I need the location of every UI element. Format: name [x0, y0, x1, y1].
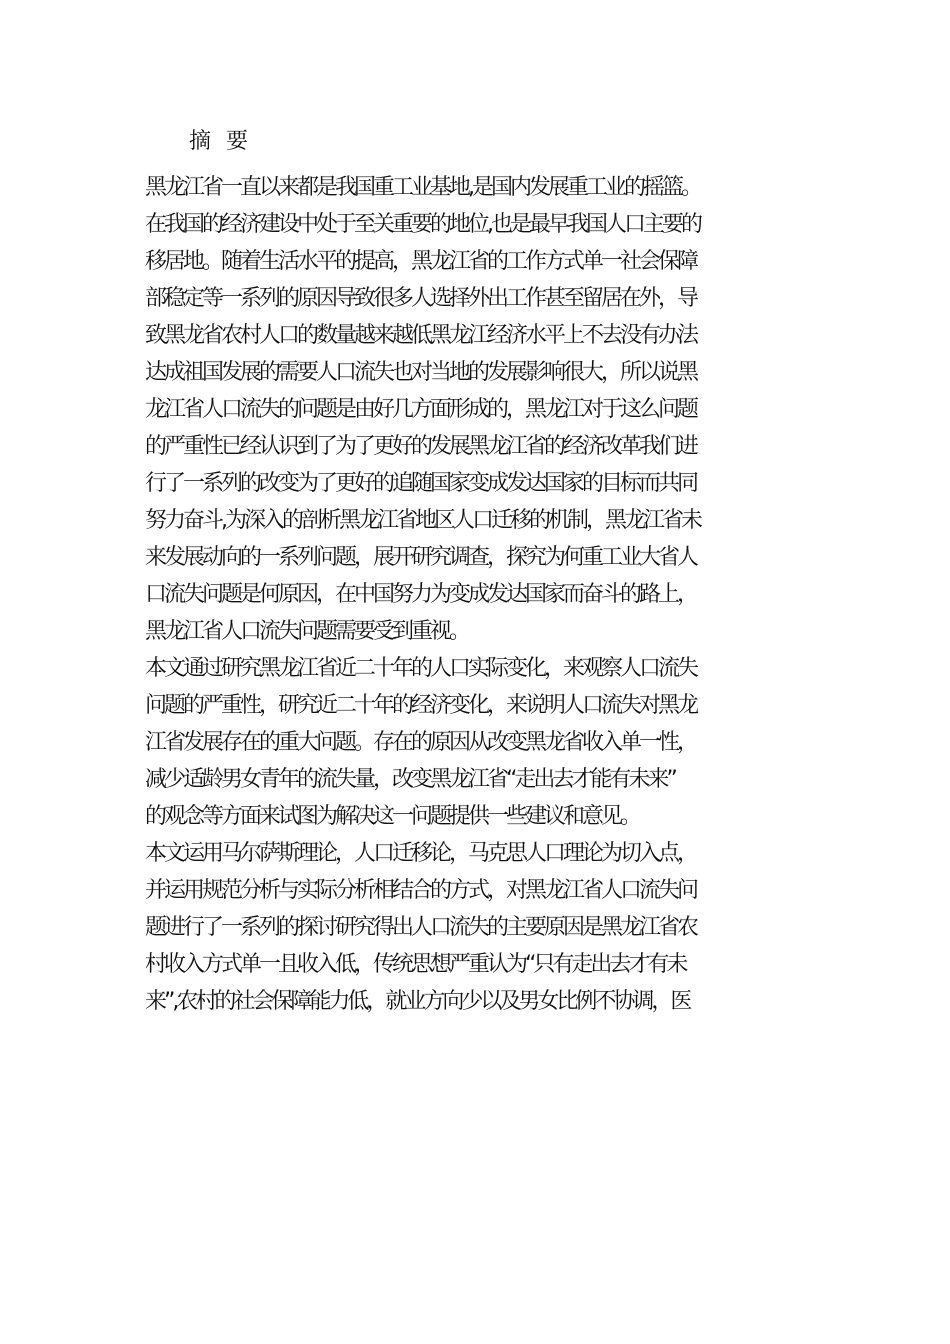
text-line: 江省发展存在的重大问题。存在的原因从改变黑龙省收入单一性，: [145, 730, 697, 755]
text-line: 的观念等方面来试图为解决这一问题提供一些建议和意见。: [145, 804, 640, 829]
text-line: 移居地。随着生活水平的提高，黑龙江省的工作方式单一社会保障: [145, 249, 697, 274]
text-line: 的严重性已经认识到了为了更好的发展黑龙江省的经济改革我们进: [145, 434, 697, 459]
text-line: 在我国的经济建设中处于至关重要的地位,也是最早我国人口主要的: [145, 212, 700, 237]
text-line: 减少适龄男女青年的流失量，改变黑龙江省“走出去才能有未来”: [145, 767, 675, 792]
text-line: 黑龙江省一直以来都是我国重工业基地,是国内发展重工业的摇篮。: [145, 175, 700, 200]
text-line: 村收入方式单一且收入低，传统思想严重认为“只有走出去才有未: [145, 952, 686, 977]
text-line: 题进行了一系列的探讨研究得出人口流失的主要原因是黑龙江省农: [145, 915, 697, 940]
abstract-body: [145, 169, 815, 1020]
text-line: 来发展动向的一系列问题，展开研究调查，探究为何重工业大省人: [145, 545, 697, 570]
text-line: 黑龙江省人口流失问题需要受到重视。: [145, 619, 469, 644]
text-line: 本文运用马尔萨斯理论，人口迁移论，马克思人口理论为切入点，: [145, 841, 697, 866]
text-line: 来”,农村的社会保障能力低，就业方向少以及男女比例不协调，医: [145, 989, 690, 1014]
text-line: 龙江省人口流失的问题是由好几方面形成的，黑龙江对于这么问题: [145, 397, 697, 422]
text-line: 努力奋斗,为深入的剖析黑龙江省地区人口迁移的机制，黑龙江省未: [145, 508, 700, 533]
text-line: 本文通过研究黑龙江省近二十年的人口实际变化，来观察人口流失: [145, 656, 697, 681]
text-line: 口流失问题是何原因，在中国努力为变成发达国家而奋斗的路上，: [145, 582, 697, 607]
text-line: 问题的严重性，研究近二十年的经济变化，来说明人口流失对黑龙: [145, 693, 697, 718]
abstract-heading: 摘 要: [189, 129, 252, 154]
text-line: 致黑龙省农村人口的数量越来越低黑龙江经济水平上不去没有办法: [145, 323, 697, 348]
text-line: 部稳定等一系列的原因导致很多人选择外出工作甚至留居在外，导: [145, 286, 697, 311]
text-line: 达成祖国发展的需要人口流失也对当地的发展影响很大，所以说黑: [145, 360, 697, 385]
text-line: 并运用规范分析与实际分析相结合的方式，对黑龙江省人口流失问: [145, 878, 697, 903]
text-line: 行了一系列的改变为了更好的追随国家变成发达国家的目标而共同: [145, 471, 697, 496]
